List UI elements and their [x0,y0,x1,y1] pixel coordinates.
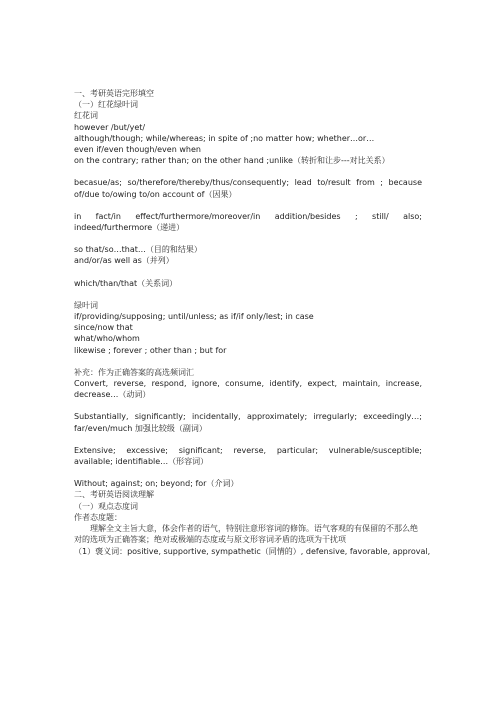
spacer [74,400,422,411]
text-line: which/than/that（关系词） [74,278,178,288]
label-author-attitude: 作者态度题： [74,512,122,522]
text-line: if/providing/supposing; until/unless; as if/if only/lest; in case [74,312,314,322]
text-paragraph-explanation: 理解全文主旨大意，体会作者的语气，特别注意形容词的修饰。语气客观的有保留的不那么绝对的选项为正确答案；绝对或极端的态度或与原文形容词矛盾的选项为干扰项 [74,524,418,545]
subsection-heading-words: （一）红花绿叶词 [74,100,138,110]
text-line: since/now that [74,323,133,333]
spacer [74,467,422,478]
text-paragraph-cause: becasue/as; so/therefore/thereby/thus/consequently; lead to/result from ; because of/due to/owing to/on account of（因果） [74,178,422,199]
text-paragraph-progressive: in fact/in effect/furthermore/moreover/in addition/besides ; still/ also; indeed/furthermore（递进） [74,211,422,233]
text-line: so that/so…that…（目的和结果） [74,245,202,255]
text-line: even if/even though/even when [74,145,201,155]
label-red-flower-words: 红花词 [74,111,98,121]
spacer [74,166,422,177]
section-heading-cloze: 一、考研英语完形填空 [74,89,154,98]
spacer [74,434,422,445]
spacer [74,200,422,211]
document-body [74,88,431,557]
text-line: although/though; while/whereas; in spite of ;no matter how; whether…or… [74,133,375,143]
text-paragraph-adjectives: Extensive; excessive; significant; reverse, particular; vulnerable/susceptible; available; identifiable…（形容词） [74,445,422,467]
text-paragraph-verbs: Convert, reverse, respond, ignore, consume, identify, expect, maintain, increase, decrease…（动词） [74,379,422,400]
text-line: Without; against; on; beyond; for（介词） [74,479,239,489]
spacer [74,233,422,244]
text-line: however /but/yet/ [74,122,146,132]
section-heading-reading: 二、考研英语阅读理解 [74,490,154,500]
text-line: and/or/as well as（并列） [74,256,174,266]
label-supplement: 补充：作为正确答案的高选频词汇 [74,367,194,377]
text-paragraph-adverbs: Substantially, significantly; incidentally, approximately; irregularly; exceedingly…; far/even/much 加强比较级（副词） [74,412,422,433]
label-green-leaf-words: 绿叶词 [74,300,98,310]
text-line: likewise ; forever ; other than ; but for [74,345,227,355]
text-line: what/who/whom [74,334,140,344]
text-line: on the contrary; rather than; on the other hand ;unlike（转折和让步---对比关系） [74,156,390,166]
subsection-heading-attitude: （一）观点态度词 [74,501,138,511]
spacer [74,356,422,367]
spacer [74,289,422,300]
spacer [74,267,422,278]
text-line: （1）褒义词：positive, supportive, sympathetic（同情的）, defensive, favorable, approval, [74,546,431,556]
